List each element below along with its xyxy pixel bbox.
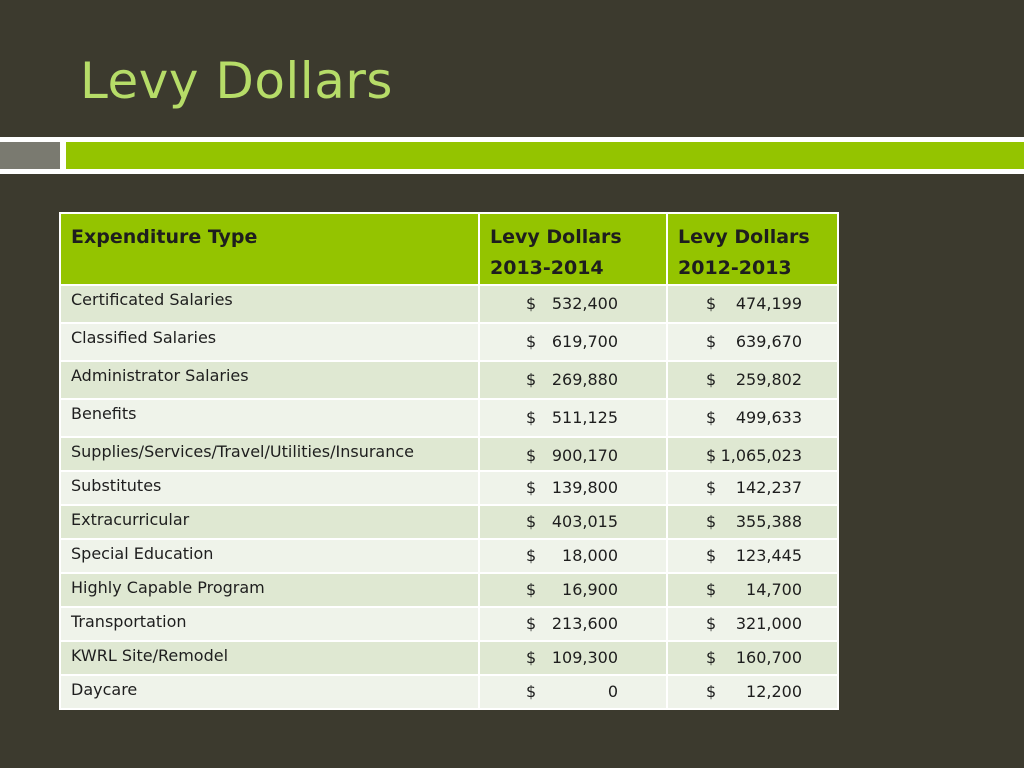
- levy-2012-2013-cell: [667, 607, 838, 641]
- currency-symbol: $: [706, 478, 717, 497]
- currency-symbol: $: [706, 332, 717, 351]
- table-row: [60, 399, 838, 437]
- levy-2013-2014-cell: [479, 607, 667, 641]
- table-row: [60, 539, 838, 573]
- currency-symbol: $: [526, 614, 537, 633]
- levy-2012-2013-cell: [667, 323, 838, 361]
- amount-value: 139,800: [551, 478, 618, 497]
- levy-2012-2013-cell: [667, 437, 838, 471]
- levy-2013-2014-cell: [479, 399, 667, 437]
- table-row: [60, 607, 838, 641]
- levy-2012-2013-cell: [667, 641, 838, 675]
- currency-symbol: $: [706, 682, 717, 701]
- table-row: [60, 471, 838, 505]
- header-levy-2012-2013: Levy Dollars 2012-2013: [667, 213, 838, 285]
- expenditure-type-cell: Administrator Salaries: [60, 361, 479, 399]
- table-header-row: [60, 213, 838, 285]
- levy-2012-2013-cell: [667, 675, 838, 709]
- decorative-bar-gray: [0, 142, 60, 169]
- currency-symbol: $: [526, 332, 537, 351]
- expenditure-type-cell: KWRL Site/Remodel: [60, 641, 479, 675]
- levy-2013-2014-cell: [479, 471, 667, 505]
- currency-symbol: $: [526, 446, 537, 465]
- currency-symbol: $: [526, 478, 537, 497]
- currency-symbol: $: [706, 446, 717, 465]
- amount-value: 511,125: [551, 408, 618, 427]
- currency-symbol: $: [706, 294, 717, 313]
- expenditure-type-cell: Benefits: [60, 399, 479, 437]
- amount-value: 269,880: [551, 370, 618, 389]
- amount-value: 16,900: [562, 580, 618, 599]
- currency-symbol: $: [706, 512, 717, 531]
- currency-symbol: $: [706, 370, 717, 389]
- amount-value: 123,445: [735, 546, 802, 565]
- amount-value: 12,200: [746, 682, 802, 701]
- amount-value: 259,802: [735, 370, 802, 389]
- currency-symbol: $: [706, 546, 717, 565]
- table-body: [60, 285, 838, 709]
- amount-value: 213,600: [551, 614, 618, 633]
- levy-2013-2014-cell: [479, 675, 667, 709]
- levy-2012-2013-cell: [667, 471, 838, 505]
- amount-value: 532,400: [551, 294, 618, 313]
- currency-symbol: $: [526, 370, 537, 389]
- levy-2012-2013-cell: [667, 361, 838, 399]
- decorative-bar-green: [66, 142, 1024, 169]
- expenditure-type-cell: Extracurricular: [60, 505, 479, 539]
- currency-symbol: $: [526, 682, 537, 701]
- currency-symbol: $: [526, 648, 537, 667]
- levy-2013-2014-cell: [479, 285, 667, 323]
- levy-2013-2014-cell: [479, 505, 667, 539]
- expenditure-type-cell: Highly Capable Program: [60, 573, 479, 607]
- expenditure-type-cell: Certificated Salaries: [60, 285, 479, 323]
- amount-value: 14,700: [746, 580, 802, 599]
- expenditure-type-cell: Classified Salaries: [60, 323, 479, 361]
- table-row: [60, 675, 838, 709]
- expenditure-type-cell: Substitutes: [60, 471, 479, 505]
- currency-symbol: $: [706, 580, 717, 599]
- amount-value: 639,670: [735, 332, 802, 351]
- amount-value: 18,000: [562, 546, 618, 565]
- table-row: [60, 505, 838, 539]
- decorative-bar-bottom: [0, 169, 1024, 174]
- levy-2012-2013-cell: [667, 285, 838, 323]
- currency-symbol: $: [526, 512, 537, 531]
- levy-2012-2013-cell: [667, 399, 838, 437]
- levy-2012-2013-cell: [667, 573, 838, 607]
- amount-value: 900,170: [551, 446, 618, 465]
- levy-2013-2014-cell: [479, 437, 667, 471]
- levy-2013-2014-cell: [479, 641, 667, 675]
- levy-table: [59, 212, 839, 710]
- amount-value: 619,700: [551, 332, 618, 351]
- amount-value: 474,199: [735, 294, 802, 313]
- amount-value: 321,000: [735, 614, 802, 633]
- expenditure-type-cell: Special Education: [60, 539, 479, 573]
- amount-value: 160,700: [735, 648, 802, 667]
- amount-value: 355,388: [735, 512, 802, 531]
- currency-symbol: $: [706, 614, 717, 633]
- table-row: [60, 573, 838, 607]
- amount-value: 499,633: [735, 408, 802, 427]
- currency-symbol: $: [526, 408, 537, 427]
- header-expenditure-type: Expenditure Type: [60, 213, 479, 285]
- table-row: [60, 437, 838, 471]
- currency-symbol: $: [526, 294, 537, 313]
- amount-value: 142,237: [735, 478, 802, 497]
- amount-value: 0: [607, 682, 618, 701]
- levy-2013-2014-cell: [479, 539, 667, 573]
- currency-symbol: $: [526, 546, 537, 565]
- levy-2013-2014-cell: [479, 361, 667, 399]
- levy-2013-2014-cell: [479, 323, 667, 361]
- table-row: [60, 641, 838, 675]
- levy-2012-2013-cell: [667, 539, 838, 573]
- currency-symbol: $: [526, 580, 537, 599]
- expenditure-type-cell: Daycare: [60, 675, 479, 709]
- table-row: [60, 323, 838, 361]
- levy-2013-2014-cell: [479, 573, 667, 607]
- table-row: [60, 285, 838, 323]
- expenditure-type-cell: Supplies/Services/Travel/Utilities/Insurance: [60, 437, 479, 471]
- slide-title: Levy Dollars: [80, 52, 393, 110]
- expenditure-type-cell: Transportation: [60, 607, 479, 641]
- amount-value: 1,065,023: [720, 446, 802, 465]
- amount-value: 403,015: [551, 512, 618, 531]
- header-levy-2013-2014: Levy Dollars 2013-2014: [479, 213, 667, 285]
- currency-symbol: $: [706, 408, 717, 427]
- amount-value: 109,300: [551, 648, 618, 667]
- currency-symbol: $: [706, 648, 717, 667]
- table-row: [60, 361, 838, 399]
- levy-2012-2013-cell: [667, 505, 838, 539]
